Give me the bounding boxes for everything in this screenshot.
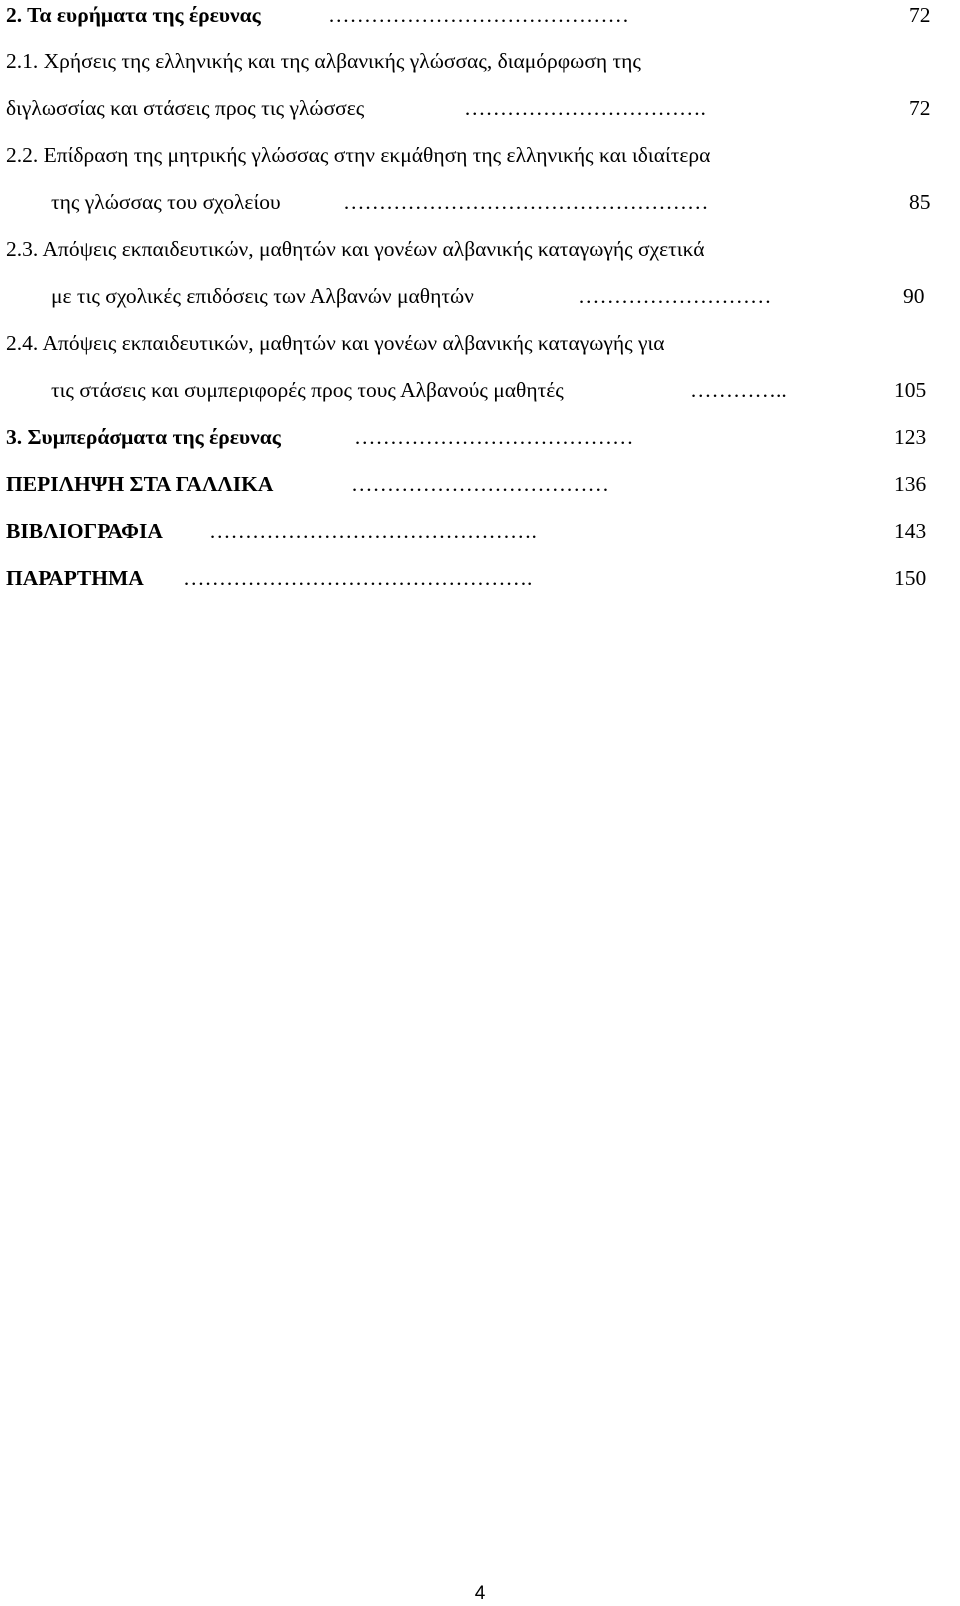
- toc-entry-3-title: 3. Συμπεράσματα της έρευνας: [6, 425, 281, 449]
- toc-entry-2-2-leader: ……………………………………………: [343, 190, 709, 214]
- toc-entry-2-page: 72: [909, 3, 931, 27]
- toc-entry-2-1-leader: …………………………….: [464, 96, 706, 120]
- toc-entry-french-summary-title: ΠΕΡΙΛΗΨΗ ΣΤΑ ΓΑΛΛΙΚΑ: [6, 472, 274, 496]
- toc-entry-bibliography-page: 143: [894, 519, 927, 543]
- toc-entry-2-title: 2. Τα ευρήματα της έρευνας: [6, 3, 261, 27]
- toc-entry-2-3-leader: ………………………: [578, 284, 772, 308]
- toc-entry-3-leader: …………………………………: [354, 425, 634, 449]
- toc-entry-bibliography-leader: ……………………………………….: [209, 519, 537, 543]
- toc-entry-appendix-page: 150: [894, 566, 927, 590]
- toc-entry-2-2-page: 85: [909, 190, 931, 214]
- toc-entry-appendix-title: ΠΑΡΑΡΤΗΜΑ: [6, 566, 144, 590]
- toc-entry-2-1-line1: 2.1. Χρήσεις της ελληνικής και της αλβανικής γλώσσας, διαμόρφωση της: [6, 49, 641, 73]
- toc-entry-2-3-line1: 2.3. Απόψεις εκπαιδευτικών, μαθητών και γονέων αλβανικής καταγωγής σχετικά: [6, 237, 705, 261]
- toc-entry-2-1-line2: διγλωσσίας και στάσεις προς τις γλώσσες: [6, 96, 365, 120]
- toc-entry-french-summary-page: 136: [894, 472, 927, 496]
- toc-entry-2-4-leader: …………..: [690, 378, 787, 402]
- page-number: 4: [474, 1583, 486, 1604]
- toc-entry-french-summary-leader: ………………………………: [351, 472, 609, 496]
- toc-entry-2-2-line2: της γλώσσας του σχολείου: [51, 190, 281, 214]
- toc-entry-2-4-line2: τις στάσεις και συμπεριφορές προς τους Αλβανούς μαθητές: [51, 378, 564, 402]
- toc-entry-2-1-page: 72: [909, 96, 931, 120]
- toc-entry-2-leader: ……………………………………: [328, 3, 629, 27]
- toc-entry-2-4-page: 105: [894, 378, 927, 402]
- toc-entry-appendix-leader: ………………………………………….: [183, 566, 533, 590]
- toc-entry-2-4-line1: 2.4. Απόψεις εκπαιδευτικών, μαθητών και γονέων αλβανικής καταγωγής για: [6, 331, 665, 355]
- toc-entry-2-3-line2: με τις σχολικές επιδόσεις των Αλβανών μαθητών: [51, 284, 474, 308]
- toc-entry-2-2-line1: 2.2. Επίδραση της μητρικής γλώσσας στην εκμάθηση της ελληνικής και ιδιαίτερα: [6, 143, 711, 167]
- toc-entry-3-page: 123: [894, 425, 927, 449]
- toc-entry-bibliography-title: ΒΙΒΛΙΟΓΡΑΦΙΑ: [6, 519, 163, 543]
- toc-entry-2-3-page: 90: [903, 284, 925, 308]
